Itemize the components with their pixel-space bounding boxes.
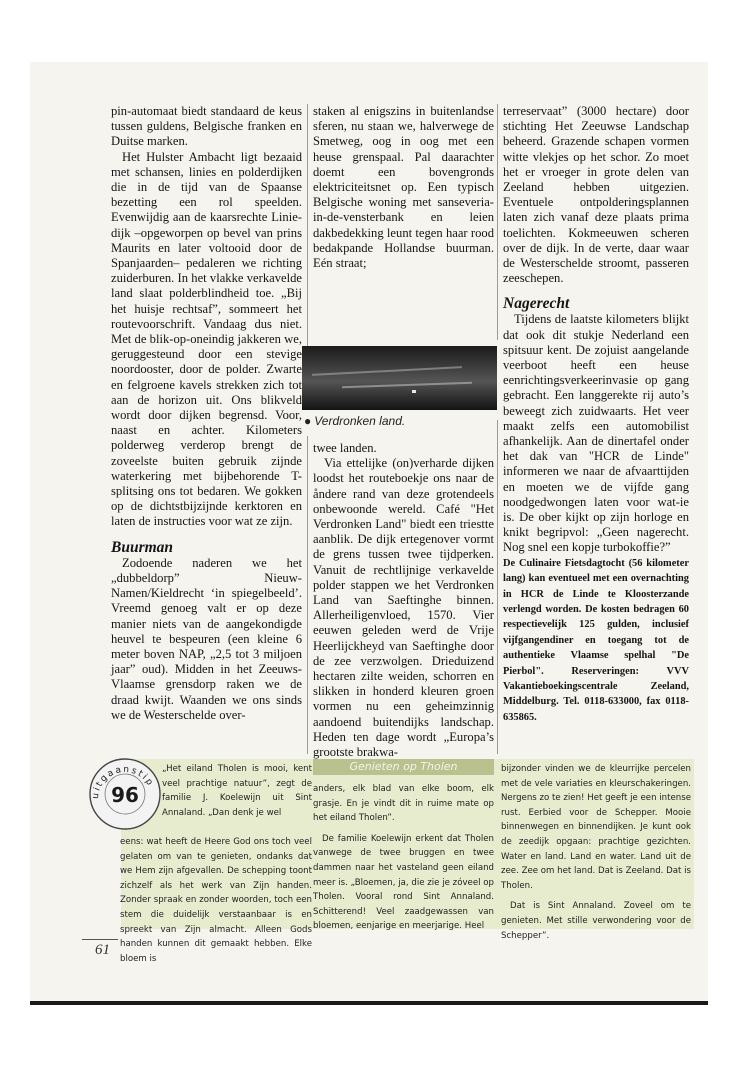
body-paragraph: terreservaat” (3000 hectare) door stichting Het Zeeuwse Landschap beheerd. Grazende schapen vormen witte vlekjes op het schor. Zo moet het er vroeger in grote delen van Zeeland hebben uitgezien. Eventuele ontpolderingsplannen laten zich vanaf deze plaats prima toelichten. Kokmeeuwen scheren over de dijk. In de verte, daar waar de Westerschelde stroomt, passeren zeeschepen.	[503, 104, 689, 286]
body-paragraph: twee landen.	[313, 441, 377, 455]
practical-info: De Culinaire Fietsdagtocht (56 kilometer lang) kan eventueel met een overnachting in HCR de Linde te Kloosterzande verlengd worden. De kosten bedragen 60 respectievelijk 125 gulden, inclusief vijfgangendiner en toegang tot de authentieke Vlaamse spelhal "De Pierbol". Reserveringen: VVV Vakantieboekingscentrale Zeeland, Middelburg. Tel. 0118-633000, fax 0118-635865.	[503, 557, 689, 723]
bottom-rule	[30, 1001, 708, 1005]
body-paragraph: Via ettelijke (on)verharde dijken loodst het routeboekje ons naar de åndere rand van deze grotendeels onbewoonde wereld. Café "Het Verdronken Land" biedt een triestte aanblik. De dijk ertegenover vormt de grens tussen twee tijdperken. Vanuit de rechtlijnige verkavelde polder stappen we het Verdronken Land van Saeftinghe binnen. Allerheiligenvloed, 1570. Vier eeuwen geleden werd de Vrije Heerlijckheyd van Saeftinghe door de zee verzwolgen. Drieduizend hectaren zilte weiden, schorren en slikken in honderd kleuren groen vormen nu een geheimzinnig aandoend buitendijks landschap. Heden ten dage wordt „Europa’s grootste brakwa-	[313, 456, 494, 760]
article-column-2	[313, 104, 494, 271]
photo-caption: ● Verdronken land.	[304, 414, 406, 428]
page-number-rule	[82, 939, 118, 940]
column-divider	[307, 436, 308, 754]
sidebar-text-2: anders, elk blad van elke boom, elk grasje. En je vindt dit in ruime mate op het eiland Tholen”. De familie Koelewijn erkent dat Tholen vanwege de twee bruggen en twee dammen naar het vasteland geen eiland meer is. „Bloemen, ja, die zie je zóveel op Tholen. Vooral rond Sint Annaland. Schitterend! Veel zaadgewassen van bloemen, eenjarige en meerjarige. Heel	[313, 784, 494, 932]
article-column-2-lower	[313, 441, 494, 760]
section-heading-nagerecht: Nagerecht	[503, 295, 570, 313]
section-heading-buurman: Buurman	[111, 538, 174, 556]
sidebar-text-1b: eens: wat heeft de Heere God ons toch veel gelaten om van te genieten, ondanks dat we Hem zijn afgevallen. De schepping toont zichzelf als het werk van Zijn handen. Zonder spraak en zonder woorden, toch een stem die duidelijk verstaanbaar is en spreekt van Zijn almacht. Alleen Gods handen kunnen dit gemaakt hebben. Elke bloem is	[120, 837, 312, 964]
article-column-3	[503, 104, 689, 725]
body-paragraph: staken al enigszins in buitenlandse sferen, nu staan we, halverwege de Smetweg, oog in oog met een heuse grenspaal. Pal daarachter doemt een bovengronds elektriciteitsnet op. Een typisch Belgische woning met sanseveria-in-de-vensterbank en leien dakbedekking leunt tegen haar rood bedakpande Hollandse buurman. Eén straat;	[313, 104, 494, 271]
body-paragraph: Zodoende naderen we het „dubbeldorp” Nieuw-Namen/Kieldrecht ‘in spiegelbeeld’. Vreemd genoeg valt er op deze manier niets van de aangekondigde heuvel te bespeuren (een kleine 6 meter boven NAP, „2,5 tot 3 miljoen jaar” oud). Midden in het Zeeuws-Vlaamse grensdorp raken we de draad kwijt. Waanden we ons sinds we de Westerschelde over-	[111, 555, 302, 722]
page-number: 61	[95, 942, 110, 958]
sidebar-header: Genieten op Tholen	[313, 759, 494, 775]
svg-text:uitgaanstip: uitgaanstip	[90, 764, 156, 800]
article-column-1	[111, 104, 302, 723]
body-paragraph: pin-automaat biedt standaard de keus tussen guldens, Belgische franken en Duitse marken.	[111, 104, 302, 149]
bullet-icon: ●	[304, 414, 312, 428]
verdronken-land-photo	[302, 346, 497, 410]
body-paragraph: Tijdens de laatste kilometers blijkt dat ook dit stukje Nederland een spitsuur kent. De zojuist aangelande veerboot heeft een heuse eenrichtingsverkeerinvasie op gang gebracht. Een langgerekte rij auto’s beweegt zich zuidwaarts. Het veer maakt zelfs een automobilist afhankelijk. Aan de dinertafel onder het dak van "HCR de Linde" informeren we naar de afvaarttijden en moeten we de vijfde gang noodgedwongen laten voor wat-ie is. De ober kijkt op zijn horloge en knikt begripvol: „Geen nagerecht. Nog snel een kopje turbokoffie?”	[503, 312, 689, 555]
badge-number: 96	[111, 783, 139, 807]
uitgaanstip-badge	[86, 755, 164, 833]
column-divider	[307, 104, 308, 364]
sidebar-text-3: bijzonder vinden we de kleurrijke percelen met de vele variaties en kleurschakeringen. Nergens zo te zien! Het geeft je een intense rust. Eerbied voor de Schepper. Mooie binnenwegen en binnendijken. Je kunt ook de zeedijk opgaan: prachtige gezichten. Water en land. Land en water. Land uit de zee. Zee om het land. Dat is Zeeland. Dat is Tholen. Dat is Sint Annaland. Zoveel om te genieten. Met stille verwondering voor de Schepper”.	[501, 764, 691, 941]
column-divider	[497, 104, 498, 340]
body-paragraph: Het Hulster Ambacht ligt bezaaid met schansen, linies en polderdijken die in de tijd van de Spaanse bezetting een rol speelden. Evenwijdig aan de kaarsrechte Linie-dijk –opgeworpen op bevel van prins Maurits en later voltooid door de Spanjaarden– pedaleren we richting zuiderburen. In het vlakke verkavelde land slaat polderblindheid toe. „Bij het huisje rechtsaf”, sommeert het routevoorschrift. Vandaag dus niet. Met de blik-op-oneindig jakkeren we, geruggesteund door een stevige noordooster, door de polder. Zwarte en felgroene kavels strekken zich tot aan de horizon uit. Ons blikveld wordt door dijken begrensd. Voor, naast en achter. Kilometers polderweg verderop brengt de zoveelste buiten gebruik zijnde waterkering met bijbehorende T-splitsing ons tot bedaren. We gokken op de dichtstbijzijnde kerktoren en laten de instructies voor wat ze zijn.	[111, 149, 302, 529]
sidebar-text-1: „Het eiland Tholen is mooi, kent veel prachtige natuur”, zegt de familie J. Koelewijn uit Sint Annaland. „Dan denk je wel	[162, 764, 312, 818]
column-divider	[497, 420, 498, 754]
